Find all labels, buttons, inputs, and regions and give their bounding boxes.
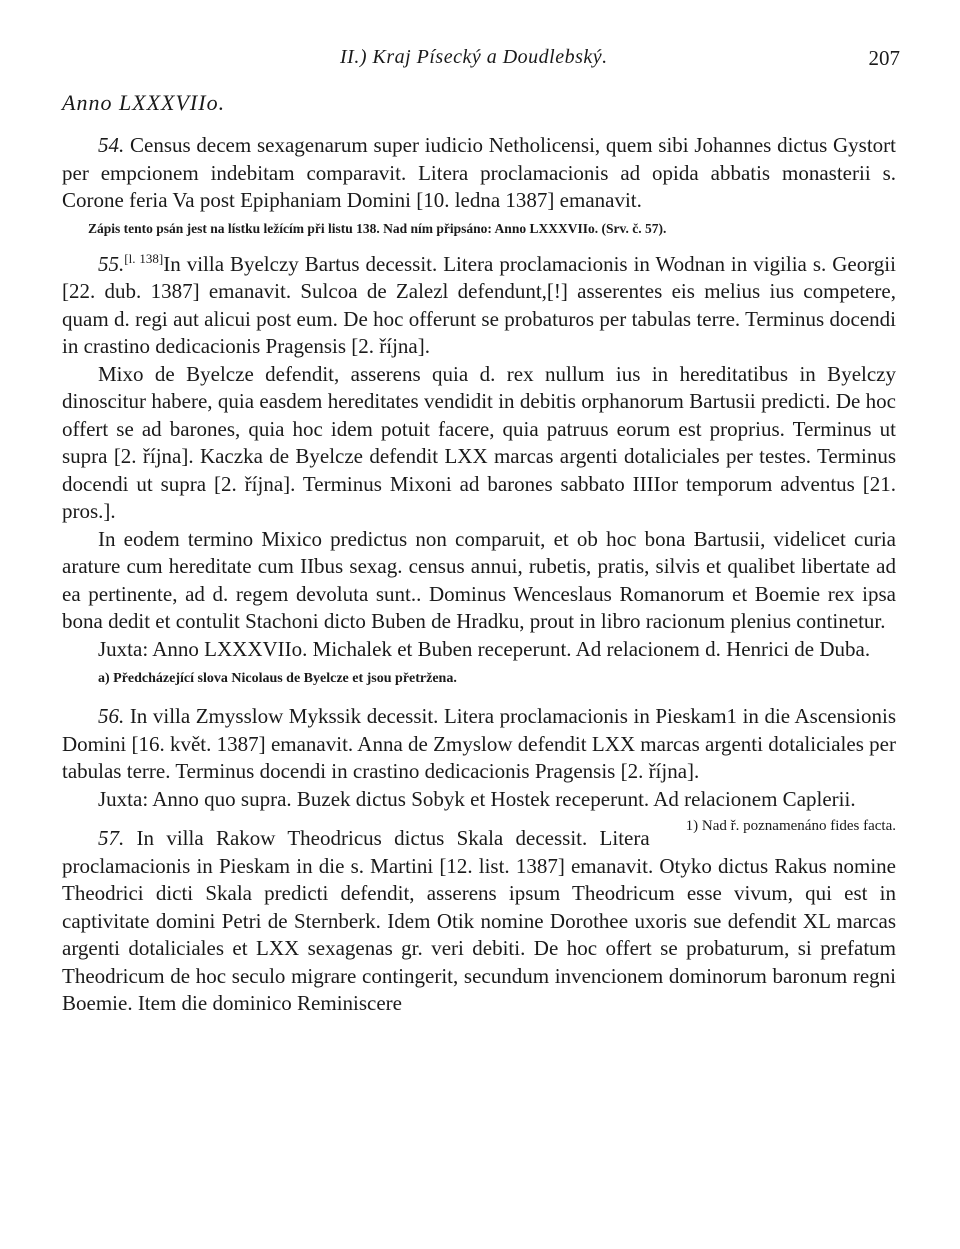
entry-55 [62,251,896,690]
entry-55-paragraph-1 [62,251,896,361]
entry-55-text-1: In villa Byelczy Bartus decessit. Litera proclamacionis in Wodnan in vigilia s. Georgii [22. dub. 1387] emanavit. Sulcoa de Zalezl defendunt,[!] asserentes eis melius ius competere, quam d. regi aut alicui post eum. De hoc offerunt se probaturos per tabulas terre. Terminus docendi in crastino dedicacionis Pragensis [2. října]. [62,251,896,358]
entry-54 [62,132,896,239]
entry-54-paragraph [62,132,896,215]
entry-56 [62,703,897,834]
entry-54-note: Zápis tento psán jest na lístku ležícím při listu 138. Nad ním připsáno: Anno LXXXVIIo. (Srv. č. 57). [88,220,667,236]
page-number: 207 [868,46,900,70]
running-head: II.) Kraj Písecký a Doudlebský. [340,46,608,68]
entry-56-juxta [62,786,896,834]
entry-55-paragraph-3: In eodem termino Mixico predictus non comparuit, et ob hoc bona Bartusii, videlicet curia arature cum hereditate cum IIbus sexag. census annui, rubetis, pratis, silvis et qualibet libertate ad ea pertinente, ad d. regem devoluta sunt.. Dominus Wenceslaus Romanorum et Boemie rex ipsa bona dedit et contulit Stachoni dicto Buben de Hradku, prout in libro racionum plenius continetur. [62,526,896,633]
entry-number: 54. [98,133,125,157]
entry-number: 57. [98,826,125,850]
entry-56-side-note: 1) Nad ř. poznamenáno fides facta. [685,818,896,834]
entry-56-paragraph [62,703,896,786]
entry-56-text: In villa Zmysslow Mykssik decessit. Litera proclamacionis in Pieskam1 in die Ascensionis Domini [16. květ. 1387] emanavit. Anna de Zmyslow defendit LXX marcas argenti dotaliciales per tabulas terre. Terminus docendi in crastino dedicacionis Pragensis [2. října]. [62,704,897,783]
page-header [62,38,900,82]
entry-57 [62,825,896,1018]
entry-55-footnote: a) Předcházející slova Nicolaus de Byelcze et jsou přetržena. [98,671,457,686]
entry-56-juxta-text: Juxta: Anno quo supra. Buzek dictus Sobyk et Hostek receperunt. Ad relacionem Caplerii. [98,786,856,811]
folio-marker: [l. 138] [124,250,164,266]
entry-number: 56. [98,704,125,728]
entry-number: 55. [98,251,125,276]
entry-57-text: In villa Rakow Theodricus dictus Skala decessit. Litera proclamacionis in Pieskam in die s. Martini [12. list. 1387] emanavit. Otyko dictus Rakus nomine Theodrici dicti Skala predicti defendit, asserens ipsum Theodricum esse vivum, qui est in captivitate domini Petri de Sternberk. Idem Otik nomine Dorothee uxoris sue defendit XL marcas argenti dotaliciales et LXX sexagenas gr. veri debiti. De hoc offert se probaturum, si prefatum Theodricum de hoc seculo migrare contingerit, secundum invencionem dominorum baronum regni Boemie. Item die dominico Reminiscere [62,826,896,1015]
document-page [62,38,900,1030]
entry-55-paragraph-2: Mixo de Byelcze defendit, asserens quia d. rex nullum ius in hereditatibus in Byelczy dinoscitur habere, quia easdem hereditates vendidit in debitis orphanorum Bartusii predicti. De hoc offert se ad barones, quia hoc idem potuit facere, quia patruus eorum est proprius. Terminus ut supra [2. října]. Kaczka de Byelcze defendit LXX marcas argenti dotaliciales per testes. Terminus docendi ut supra [2. října]. Terminus Mixoni ad barones sabbato IIIIor temporum adventus [21. pros.]. [62,361,896,523]
entry-54-text: Census decem sexagenarum super iudicio Netholicensi, quem sibi Johannes dictus Gystort per empcionem indebitam comparavit. Litera proclamacionis ad opida abbatis monasterii s. Corone feria Va post Epiphaniam Domini [10. ledna 1387] emanavit. [62,133,896,212]
entry-55-juxta: Juxta: Anno LXXXVIIo. Michalek et Buben receperunt. Ad relacionem d. Henrici de Duba. [98,636,871,661]
entry-57-paragraph [62,825,896,1018]
year-heading: Anno LXXXVIIo. [62,90,226,115]
